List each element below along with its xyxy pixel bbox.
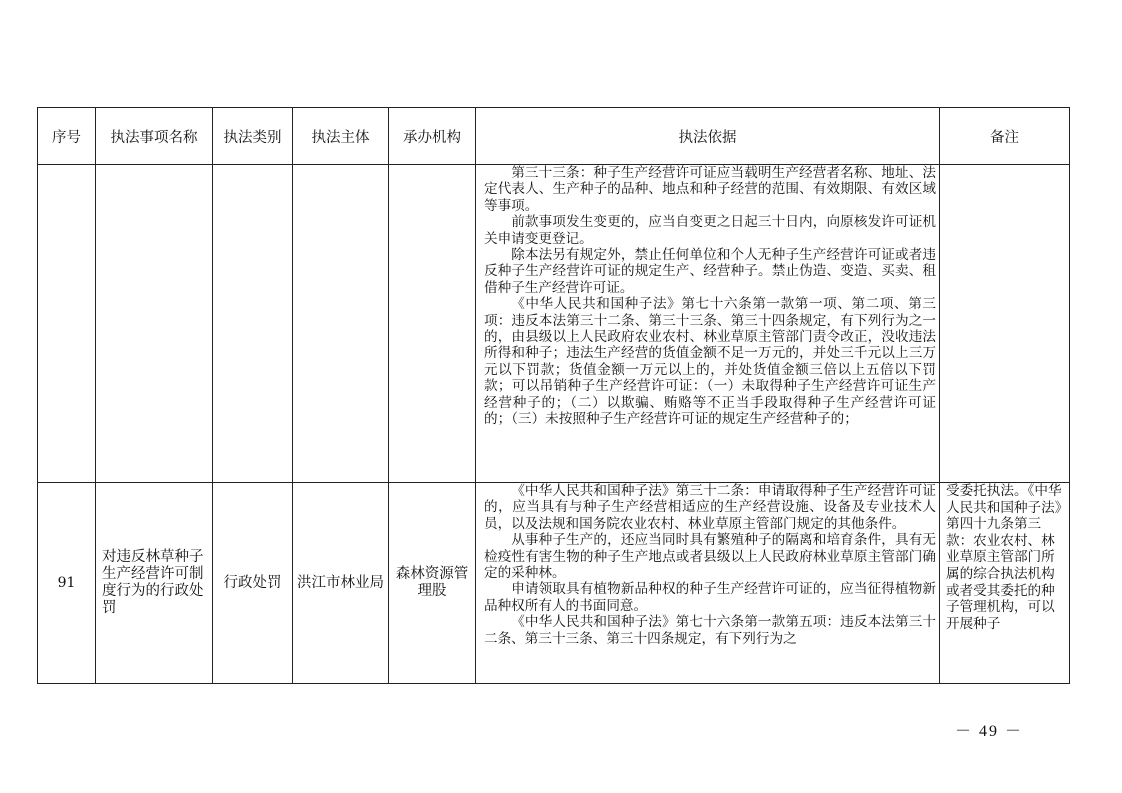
cell-subject-empty <box>293 165 389 483</box>
basis-paragraph: 《中华人民共和国种子法》第三十二条：申请取得种子生产经营许可证的，应当具有与种子生产经营相适应的生产经营设施、设备及专业技术人员，以及法规和国务院农业农村、林业草原主管部门规定的其他条件。 <box>484 483 936 532</box>
header-subject: 执法主体 <box>293 108 389 165</box>
cell-remarks: 受委托执法。《中华人民共和国种子法》第四十九条第三款：农业农村、林业草原主管部门所属的综合执法机构或者受其委托的种子管理机构，可以开展种子 <box>940 483 1070 684</box>
cell-serial: 91 <box>38 483 96 684</box>
header-agency: 承办机构 <box>389 108 476 165</box>
cell-agency: 森林资源管理股 <box>389 483 476 684</box>
cell-basis <box>476 483 940 684</box>
cell-remarks-empty <box>940 165 1070 483</box>
cell-agency-empty <box>389 165 476 483</box>
basis-paragraph: 从事种子生产的，还应当同时具有繁殖种子的隔离和培育条件，具有无检疫性有害生物的种子生产地点或者县级以上人民政府林业草原主管部门确定的采种林。 <box>484 532 936 582</box>
cell-subject: 洪江市林业局 <box>293 483 389 684</box>
cell-category: 行政处罚 <box>213 483 293 684</box>
cell-item-name: 对违反林草种子生产经营许可制度行为的行政处罚 <box>96 483 213 684</box>
basis-paragraph: 《中华人民共和国种子法》第七十六条第一款第一项、第二项、第三项：违反本法第三十二条、第三十三条、第三十四条规定，有下列行为之一的，由县级以上人民政府农业农村、林业草原主管部门责令改正，没收违法所得和种子；违法生产经营的货值金额不足一万元的，并处三千元以上三万元以下罚款；货值金额一万元以上的，并处货值金额三倍以上五倍以下罚款；可以吊销种子生产经营许可证：（一）未取得种子生产经营许可证生产经营种子的；（二）以欺骗、贿赂等不正当手段取得种子生产经营许可证的；（三）未按照种子生产经营许可证的规定生产经营种子的； <box>484 296 936 428</box>
basis-paragraph: 第三十三条：种子生产经营许可证应当载明生产经营者名称、地址、法定代表人、生产种子的品种、地点和种子经营的范围、有效期限、有效区域等事项。 <box>484 165 936 214</box>
table-row-continuation <box>38 165 1070 483</box>
basis-paragraph: 前款事项发生变更的，应当自变更之日起三十日内，向原核发许可证机关申请变更登记。 <box>484 214 936 247</box>
basis-paragraph: 《中华人民共和国种子法》第七十六条第一款第五项：违反本法第三十二条、第三十三条、第三十四条规定，有下列行为之 <box>484 614 936 647</box>
table-row-91 <box>38 483 1070 684</box>
cell-item-name-empty <box>96 165 213 483</box>
header-category: 执法类别 <box>213 108 293 165</box>
law-enforcement-table <box>37 107 1070 684</box>
header-remarks: 备注 <box>940 108 1070 165</box>
page-number: － 49 － <box>955 723 1024 740</box>
cell-serial-empty <box>38 165 96 483</box>
basis-paragraph: 除本法另有规定外，禁止任何单位和个人无种子生产经营许可证或者违反种子生产经营许可证的规定生产、经营种子。禁止伪造、变造、买卖、租借种子生产经营许可证。 <box>484 247 936 296</box>
header-basis: 执法依据 <box>476 108 940 165</box>
header-serial: 序号 <box>38 108 96 165</box>
cell-category-empty <box>213 165 293 483</box>
header-row <box>38 108 1070 165</box>
cell-basis-continuation <box>476 165 940 483</box>
header-item-name: 执法事项名称 <box>96 108 213 165</box>
basis-paragraph: 申请领取具有植物新品种权的种子生产经营许可证的，应当征得植物新品种权所有人的书面同意。 <box>484 581 936 614</box>
